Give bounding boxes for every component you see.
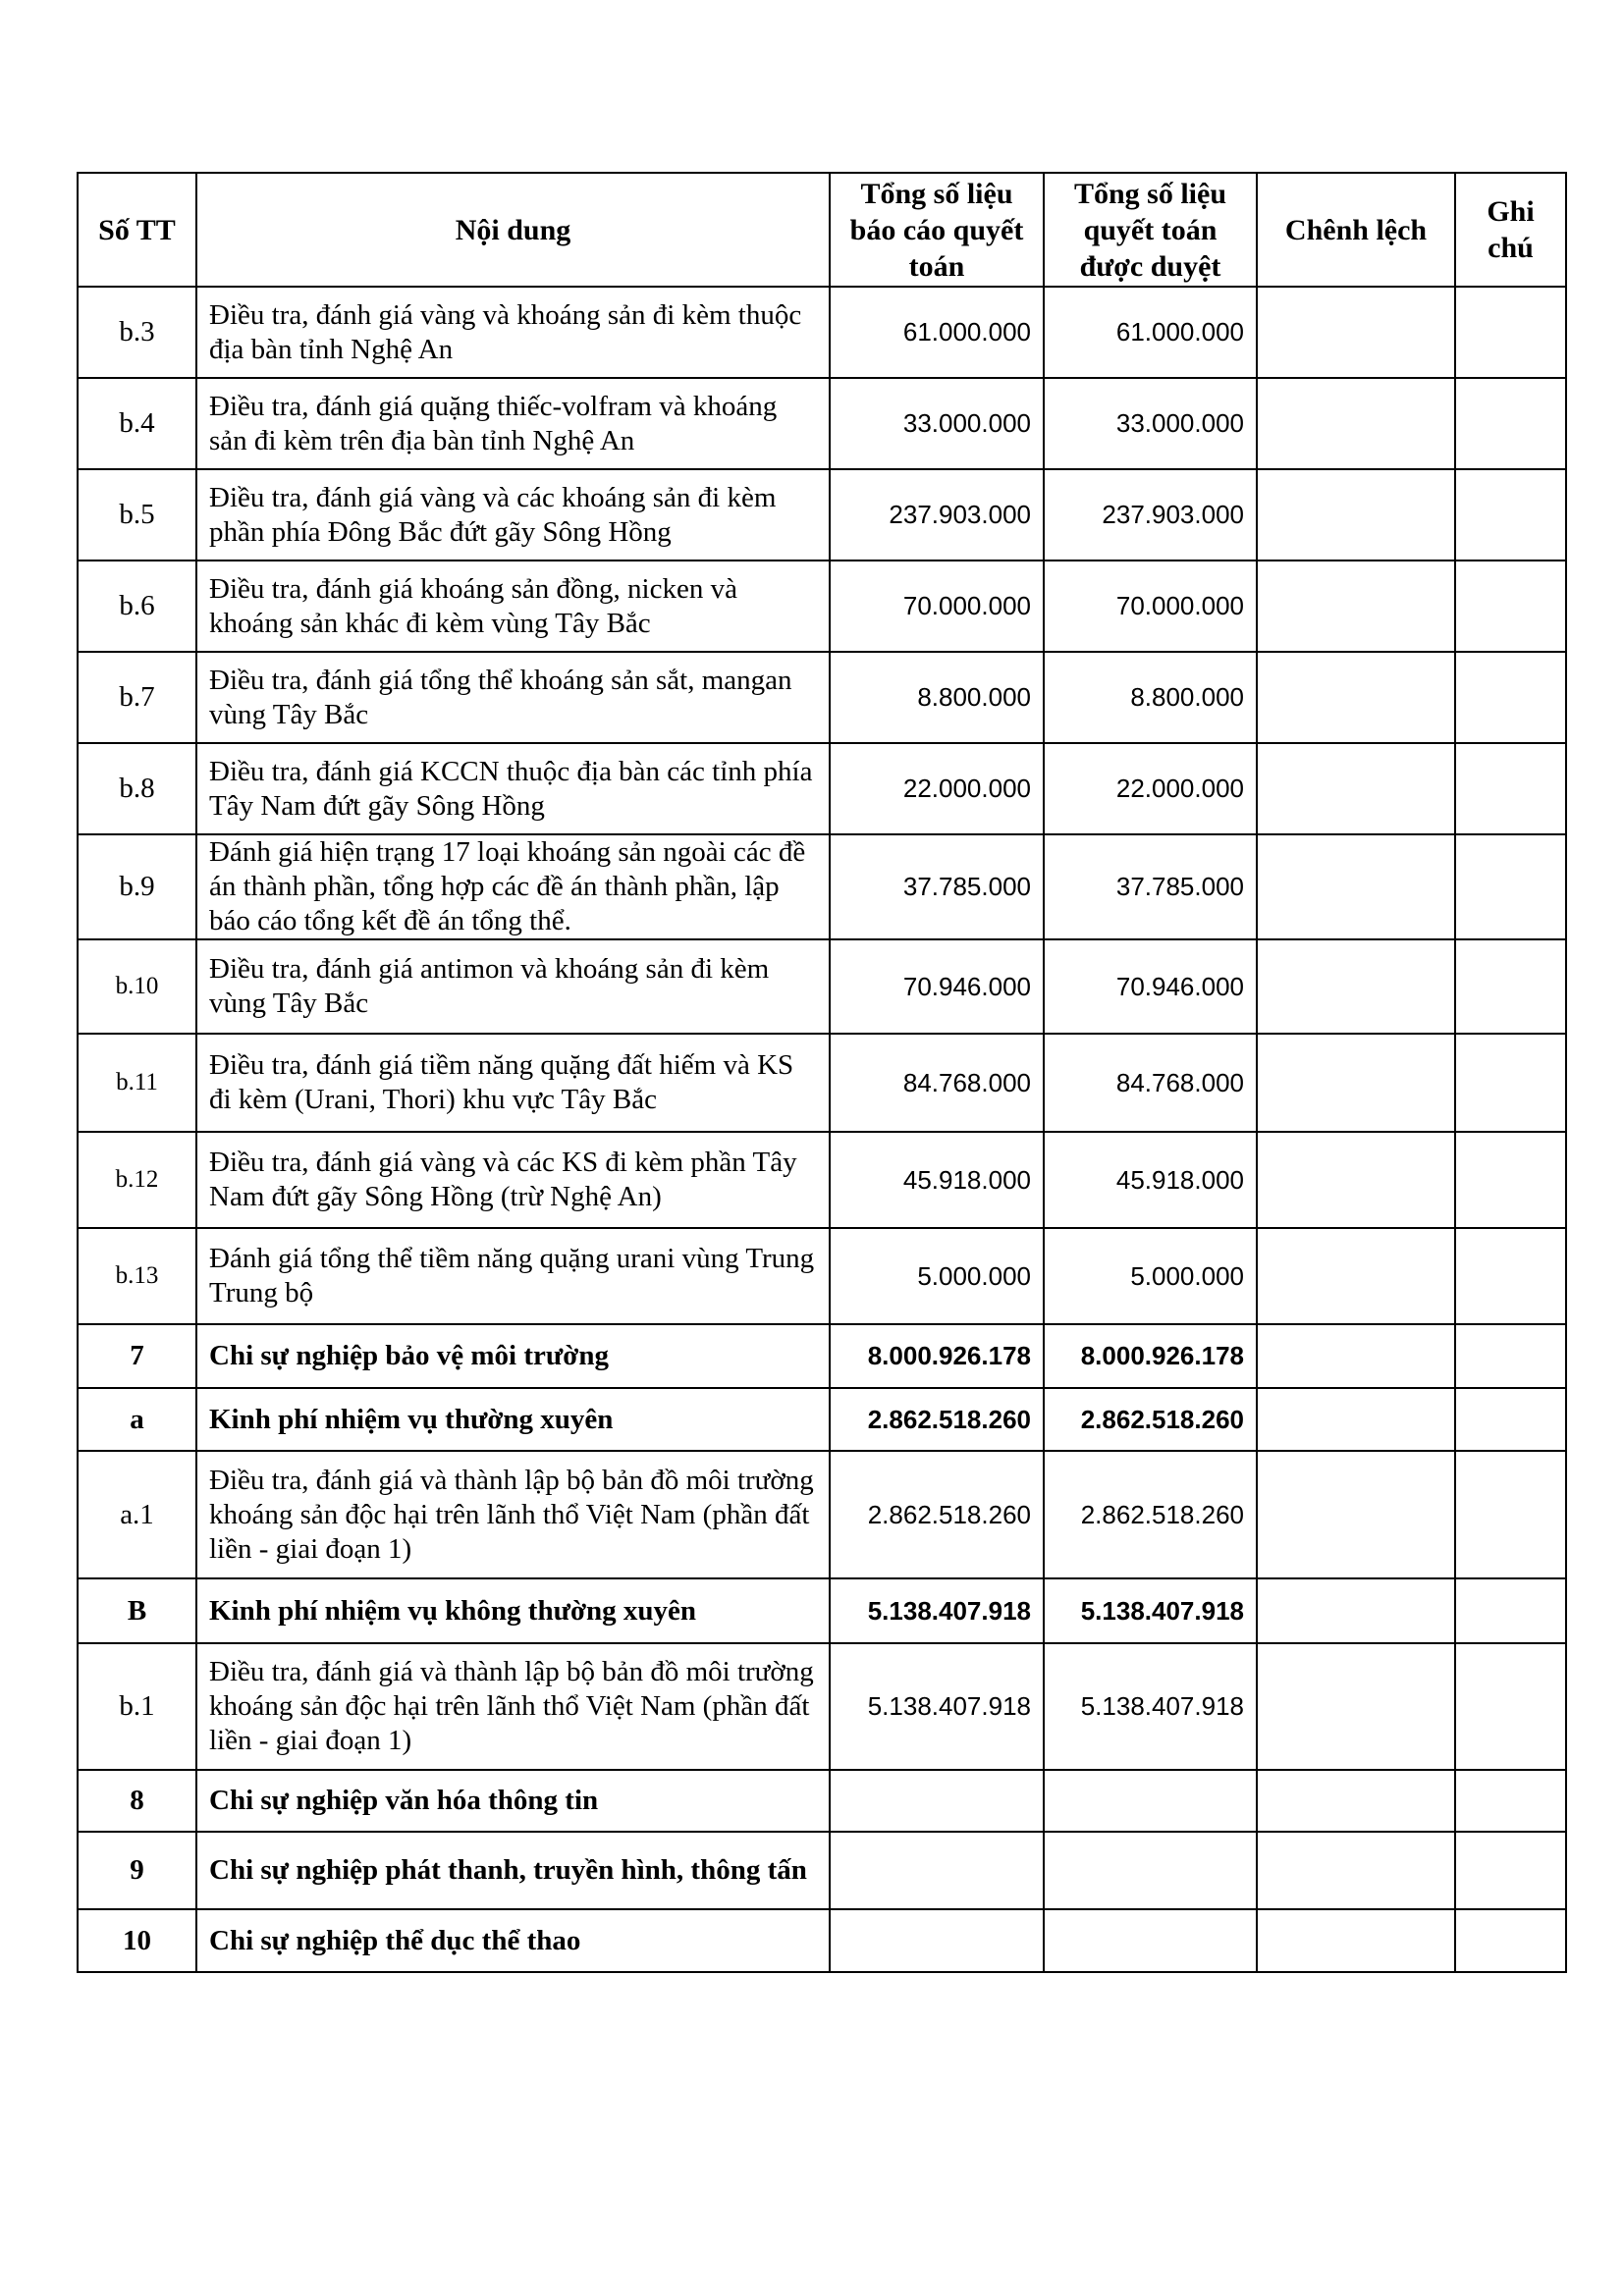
cell-approved: 8.000.926.178: [1044, 1324, 1257, 1388]
settlement-table: [77, 172, 1567, 1973]
cell-reported: 5.138.407.918: [830, 1578, 1044, 1643]
cell-stt: b.9: [78, 834, 196, 939]
cell-reported: 237.903.000: [830, 469, 1044, 561]
cell-stt: 10: [78, 1909, 196, 1972]
cell-approved: [1044, 1832, 1257, 1909]
cell-approved: [1044, 1909, 1257, 1972]
cell-reported: 8.000.926.178: [830, 1324, 1044, 1388]
cell-reported: 33.000.000: [830, 378, 1044, 469]
cell-approved: 2.862.518.260: [1044, 1451, 1257, 1578]
table-header-row: [78, 173, 1566, 287]
cell-content: Chi sự nghiệp bảo vệ môi trường: [196, 1324, 830, 1388]
table-row: [78, 1324, 1566, 1388]
table-row: [78, 1228, 1566, 1324]
cell-stt: b.7: [78, 652, 196, 743]
cell-stt: b.13: [78, 1228, 196, 1324]
cell-approved: 8.800.000: [1044, 652, 1257, 743]
cell-note: [1455, 1578, 1566, 1643]
cell-content: Đánh giá tổng thể tiềm năng quặng urani vùng Trung Trung bộ: [196, 1228, 830, 1324]
table-row: [78, 1132, 1566, 1228]
cell-approved: 45.918.000: [1044, 1132, 1257, 1228]
header-approved: Tổng số liệu quyết toán được duyệt: [1044, 173, 1257, 287]
cell-note: [1455, 939, 1566, 1034]
cell-approved: 22.000.000: [1044, 743, 1257, 834]
cell-stt: b.4: [78, 378, 196, 469]
cell-reported: [830, 1832, 1044, 1909]
cell-stt: 8: [78, 1770, 196, 1832]
cell-difference: [1257, 1324, 1455, 1388]
cell-difference: [1257, 1228, 1455, 1324]
header-difference: Chênh lệch: [1257, 173, 1455, 287]
table-row: [78, 834, 1566, 939]
cell-content: Điều tra, đánh giá quặng thiếc-volfram và khoáng sản đi kèm trên địa bàn tỉnh Nghệ An: [196, 378, 830, 469]
cell-reported: 70.000.000: [830, 561, 1044, 652]
header-reported: Tổng số liệu báo cáo quyết toán: [830, 173, 1044, 287]
table-row: [78, 1578, 1566, 1643]
cell-difference: [1257, 1451, 1455, 1578]
header-stt: Số TT: [78, 173, 196, 287]
cell-stt: b.3: [78, 287, 196, 378]
cell-reported: 2.862.518.260: [830, 1451, 1044, 1578]
table-row: [78, 1770, 1566, 1832]
cell-reported: 22.000.000: [830, 743, 1044, 834]
cell-note: [1455, 743, 1566, 834]
cell-note: [1455, 378, 1566, 469]
table-row: [78, 1832, 1566, 1909]
cell-note: [1455, 1643, 1566, 1770]
cell-approved: 5.000.000: [1044, 1228, 1257, 1324]
cell-content: Điều tra, đánh giá KCCN thuộc địa bàn các tỉnh phía Tây Nam đứt gãy Sông Hồng: [196, 743, 830, 834]
cell-content: Đánh giá hiện trạng 17 loại khoáng sản ngoài các đề án thành phần, tổng hợp các đề án thành phần, lập báo cáo tổng kết đề án tổng thể.: [196, 834, 830, 939]
cell-approved: 5.138.407.918: [1044, 1643, 1257, 1770]
cell-difference: [1257, 743, 1455, 834]
cell-stt: b.6: [78, 561, 196, 652]
cell-reported: 2.862.518.260: [830, 1388, 1044, 1451]
cell-note: [1455, 1451, 1566, 1578]
cell-difference: [1257, 1578, 1455, 1643]
cell-difference: [1257, 939, 1455, 1034]
cell-content: Điều tra, đánh giá và thành lập bộ bản đồ môi trường khoáng sản độc hại trên lãnh thổ Việt Nam (phần đất liền - giai đoạn 1): [196, 1643, 830, 1770]
cell-difference: [1257, 287, 1455, 378]
cell-stt: a: [78, 1388, 196, 1451]
cell-note: [1455, 1770, 1566, 1832]
cell-stt: b.5: [78, 469, 196, 561]
cell-reported: 5.000.000: [830, 1228, 1044, 1324]
table-row: [78, 1034, 1566, 1132]
cell-reported: 37.785.000: [830, 834, 1044, 939]
cell-reported: 45.918.000: [830, 1132, 1044, 1228]
cell-difference: [1257, 1909, 1455, 1972]
cell-approved: 5.138.407.918: [1044, 1578, 1257, 1643]
cell-reported: 8.800.000: [830, 652, 1044, 743]
cell-content: Điều tra, đánh giá antimon và khoáng sản đi kèm vùng Tây Bắc: [196, 939, 830, 1034]
cell-reported: [830, 1909, 1044, 1972]
cell-difference: [1257, 1832, 1455, 1909]
cell-stt: b.12: [78, 1132, 196, 1228]
cell-approved: 37.785.000: [1044, 834, 1257, 939]
table-row: [78, 378, 1566, 469]
table-row: [78, 1909, 1566, 1972]
cell-difference: [1257, 1034, 1455, 1132]
cell-note: [1455, 1324, 1566, 1388]
cell-content: Kinh phí nhiệm vụ thường xuyên: [196, 1388, 830, 1451]
table-row: [78, 939, 1566, 1034]
cell-content: Điều tra, đánh giá vàng và các KS đi kèm phần Tây Nam đứt gãy Sông Hồng (trừ Nghệ An): [196, 1132, 830, 1228]
cell-note: [1455, 652, 1566, 743]
cell-content: Kinh phí nhiệm vụ không thường xuyên: [196, 1578, 830, 1643]
cell-difference: [1257, 1770, 1455, 1832]
cell-difference: [1257, 652, 1455, 743]
table-row: [78, 287, 1566, 378]
cell-content: Điều tra, đánh giá vàng và khoáng sản đi kèm thuộc địa bàn tỉnh Nghệ An: [196, 287, 830, 378]
cell-stt: b.1: [78, 1643, 196, 1770]
cell-note: [1455, 1388, 1566, 1451]
table-row: [78, 1643, 1566, 1770]
cell-stt: b.8: [78, 743, 196, 834]
cell-reported: 84.768.000: [830, 1034, 1044, 1132]
cell-approved: 70.000.000: [1044, 561, 1257, 652]
table-row: [78, 561, 1566, 652]
cell-reported: 5.138.407.918: [830, 1643, 1044, 1770]
header-note: Ghi chú: [1455, 173, 1566, 287]
cell-note: [1455, 1034, 1566, 1132]
cell-content: Điều tra, đánh giá tổng thể khoáng sản sắt, mangan vùng Tây Bắc: [196, 652, 830, 743]
cell-note: [1455, 834, 1566, 939]
cell-content: Chi sự nghiệp phát thanh, truyền hình, thông tấn: [196, 1832, 830, 1909]
cell-difference: [1257, 834, 1455, 939]
cell-approved: 70.946.000: [1044, 939, 1257, 1034]
cell-note: [1455, 1132, 1566, 1228]
cell-note: [1455, 1832, 1566, 1909]
cell-stt: 9: [78, 1832, 196, 1909]
cell-stt: a.1: [78, 1451, 196, 1578]
cell-approved: 237.903.000: [1044, 469, 1257, 561]
cell-difference: [1257, 378, 1455, 469]
cell-difference: [1257, 1132, 1455, 1228]
cell-reported: [830, 1770, 1044, 1832]
cell-note: [1455, 469, 1566, 561]
cell-note: [1455, 1228, 1566, 1324]
cell-reported: 70.946.000: [830, 939, 1044, 1034]
table-row: [78, 743, 1566, 834]
cell-note: [1455, 287, 1566, 378]
cell-approved: 84.768.000: [1044, 1034, 1257, 1132]
cell-content: Chi sự nghiệp thể dục thể thao: [196, 1909, 830, 1972]
cell-content: Điều tra, đánh giá và thành lập bộ bản đồ môi trường khoáng sản độc hại trên lãnh thổ Việt Nam (phần đất liền - giai đoạn 1): [196, 1451, 830, 1578]
cell-difference: [1257, 561, 1455, 652]
cell-content: Chi sự nghiệp văn hóa thông tin: [196, 1770, 830, 1832]
cell-content: Điều tra, đánh giá khoáng sản đồng, nicken và khoáng sản khác đi kèm vùng Tây Bắc: [196, 561, 830, 652]
cell-difference: [1257, 469, 1455, 561]
cell-stt: b.11: [78, 1034, 196, 1132]
cell-stt: B: [78, 1578, 196, 1643]
cell-reported: 61.000.000: [830, 287, 1044, 378]
table-row: [78, 469, 1566, 561]
cell-approved: 61.000.000: [1044, 287, 1257, 378]
table-row: [78, 1451, 1566, 1578]
cell-difference: [1257, 1643, 1455, 1770]
cell-content: Điều tra, đánh giá vàng và các khoáng sản đi kèm phần phía Đông Bắc đứt gãy Sông Hồng: [196, 469, 830, 561]
cell-stt: 7: [78, 1324, 196, 1388]
cell-difference: [1257, 1388, 1455, 1451]
table-row: [78, 1388, 1566, 1451]
cell-approved: 2.862.518.260: [1044, 1388, 1257, 1451]
cell-note: [1455, 561, 1566, 652]
cell-approved: 33.000.000: [1044, 378, 1257, 469]
header-content: Nội dung: [196, 173, 830, 287]
cell-approved: [1044, 1770, 1257, 1832]
cell-content: Điều tra, đánh giá tiềm năng quặng đất hiếm và KS đi kèm (Urani, Thori) khu vực Tây Bắc: [196, 1034, 830, 1132]
cell-stt: b.10: [78, 939, 196, 1034]
cell-note: [1455, 1909, 1566, 1972]
table-row: [78, 652, 1566, 743]
